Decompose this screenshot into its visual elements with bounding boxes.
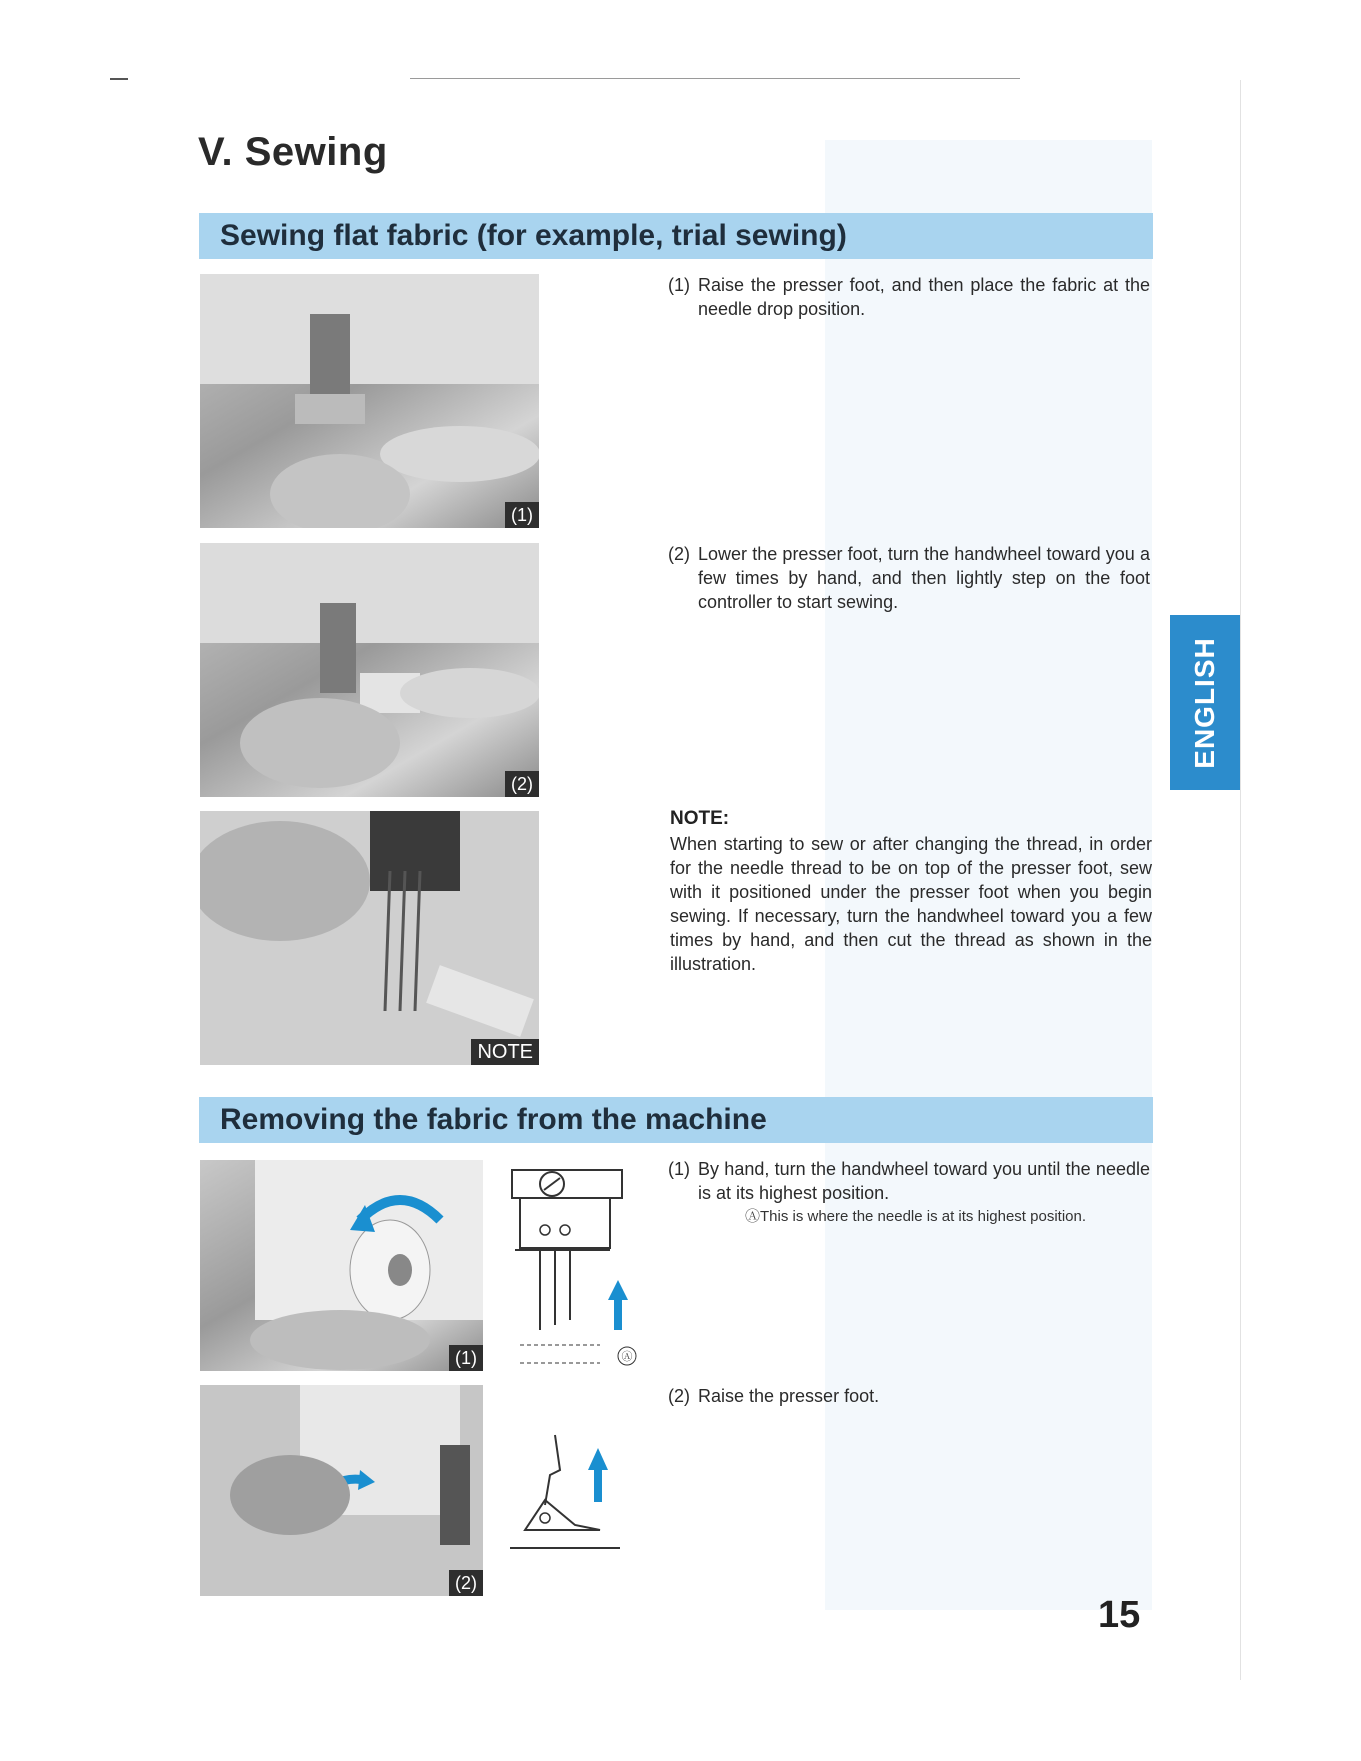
step-number: (1) xyxy=(668,1159,690,1179)
presser-foot-diagram xyxy=(500,1430,630,1560)
needle-position-diagram xyxy=(500,1160,650,1375)
remove-step-1 xyxy=(668,1157,1150,1205)
step-text: Raise the presser foot. xyxy=(698,1386,880,1406)
remove-step-2 xyxy=(668,1384,1150,1408)
photo-raise-presser-foot xyxy=(200,1385,483,1596)
diagram-label: Ⓐ xyxy=(621,1351,633,1363)
handwheel-illustration xyxy=(200,1160,483,1371)
step-text: By hand, turn the handwheel toward you until the needle is at its highest position. xyxy=(698,1159,1150,1203)
step-text: Raise the presser foot, and then place the fabric at the needle drop position. xyxy=(698,275,1150,319)
section-heading-remove: Removing the fabric from the machine xyxy=(220,1103,767,1136)
needle-position-caption: ⒶThis is where the needle is at its highest position. xyxy=(745,1208,1087,1225)
photo-caption: (1) xyxy=(505,502,539,528)
photo-caption: NOTE xyxy=(471,1039,539,1065)
right-rule xyxy=(1240,80,1241,1680)
photo-cut-thread xyxy=(200,811,539,1065)
page-number: 15 xyxy=(1098,1594,1141,1636)
photo-caption: (2) xyxy=(505,771,539,797)
photo-start-sewing xyxy=(200,543,539,797)
note-heading: NOTE: xyxy=(670,808,730,829)
presser-lever-illustration xyxy=(200,1385,483,1596)
needles-illustration xyxy=(200,811,539,1065)
section-heading-flat: Sewing flat fabric (for example, trial sewing) xyxy=(220,219,847,252)
note-text: When starting to sew or after changing the thread, in order for the needle thread to be on top of the presser foot, sew with it positioned under the presser foot when you begin sewing. If necessary, turn the handwheel toward you a few times by hand, and then cut the thread as shown in the illustration. xyxy=(670,834,1152,974)
photo-caption: (2) xyxy=(449,1570,483,1596)
page-title: V. Sewing xyxy=(198,130,388,174)
photo-place-fabric xyxy=(200,274,539,528)
photo-caption: (1) xyxy=(449,1345,483,1371)
flat-step-1 xyxy=(668,273,1150,321)
flat-step-2 xyxy=(668,542,1150,614)
step-text: Lower the presser foot, turn the handwheel toward you a few times by hand, and then lightly step on the foot controller to start sewing. xyxy=(698,544,1150,612)
top-rule xyxy=(410,78,1020,79)
corner-mark xyxy=(110,78,128,80)
language-tab-label: ENGLISH xyxy=(1189,636,1220,769)
step-number: (1) xyxy=(668,275,690,295)
sewing-machine-illustration xyxy=(200,543,539,797)
step-number: (2) xyxy=(668,544,690,564)
photo-turn-handwheel xyxy=(200,1160,483,1371)
language-tab xyxy=(1170,615,1240,790)
sewing-machine-illustration xyxy=(200,274,539,528)
step-number: (2) xyxy=(668,1386,690,1406)
